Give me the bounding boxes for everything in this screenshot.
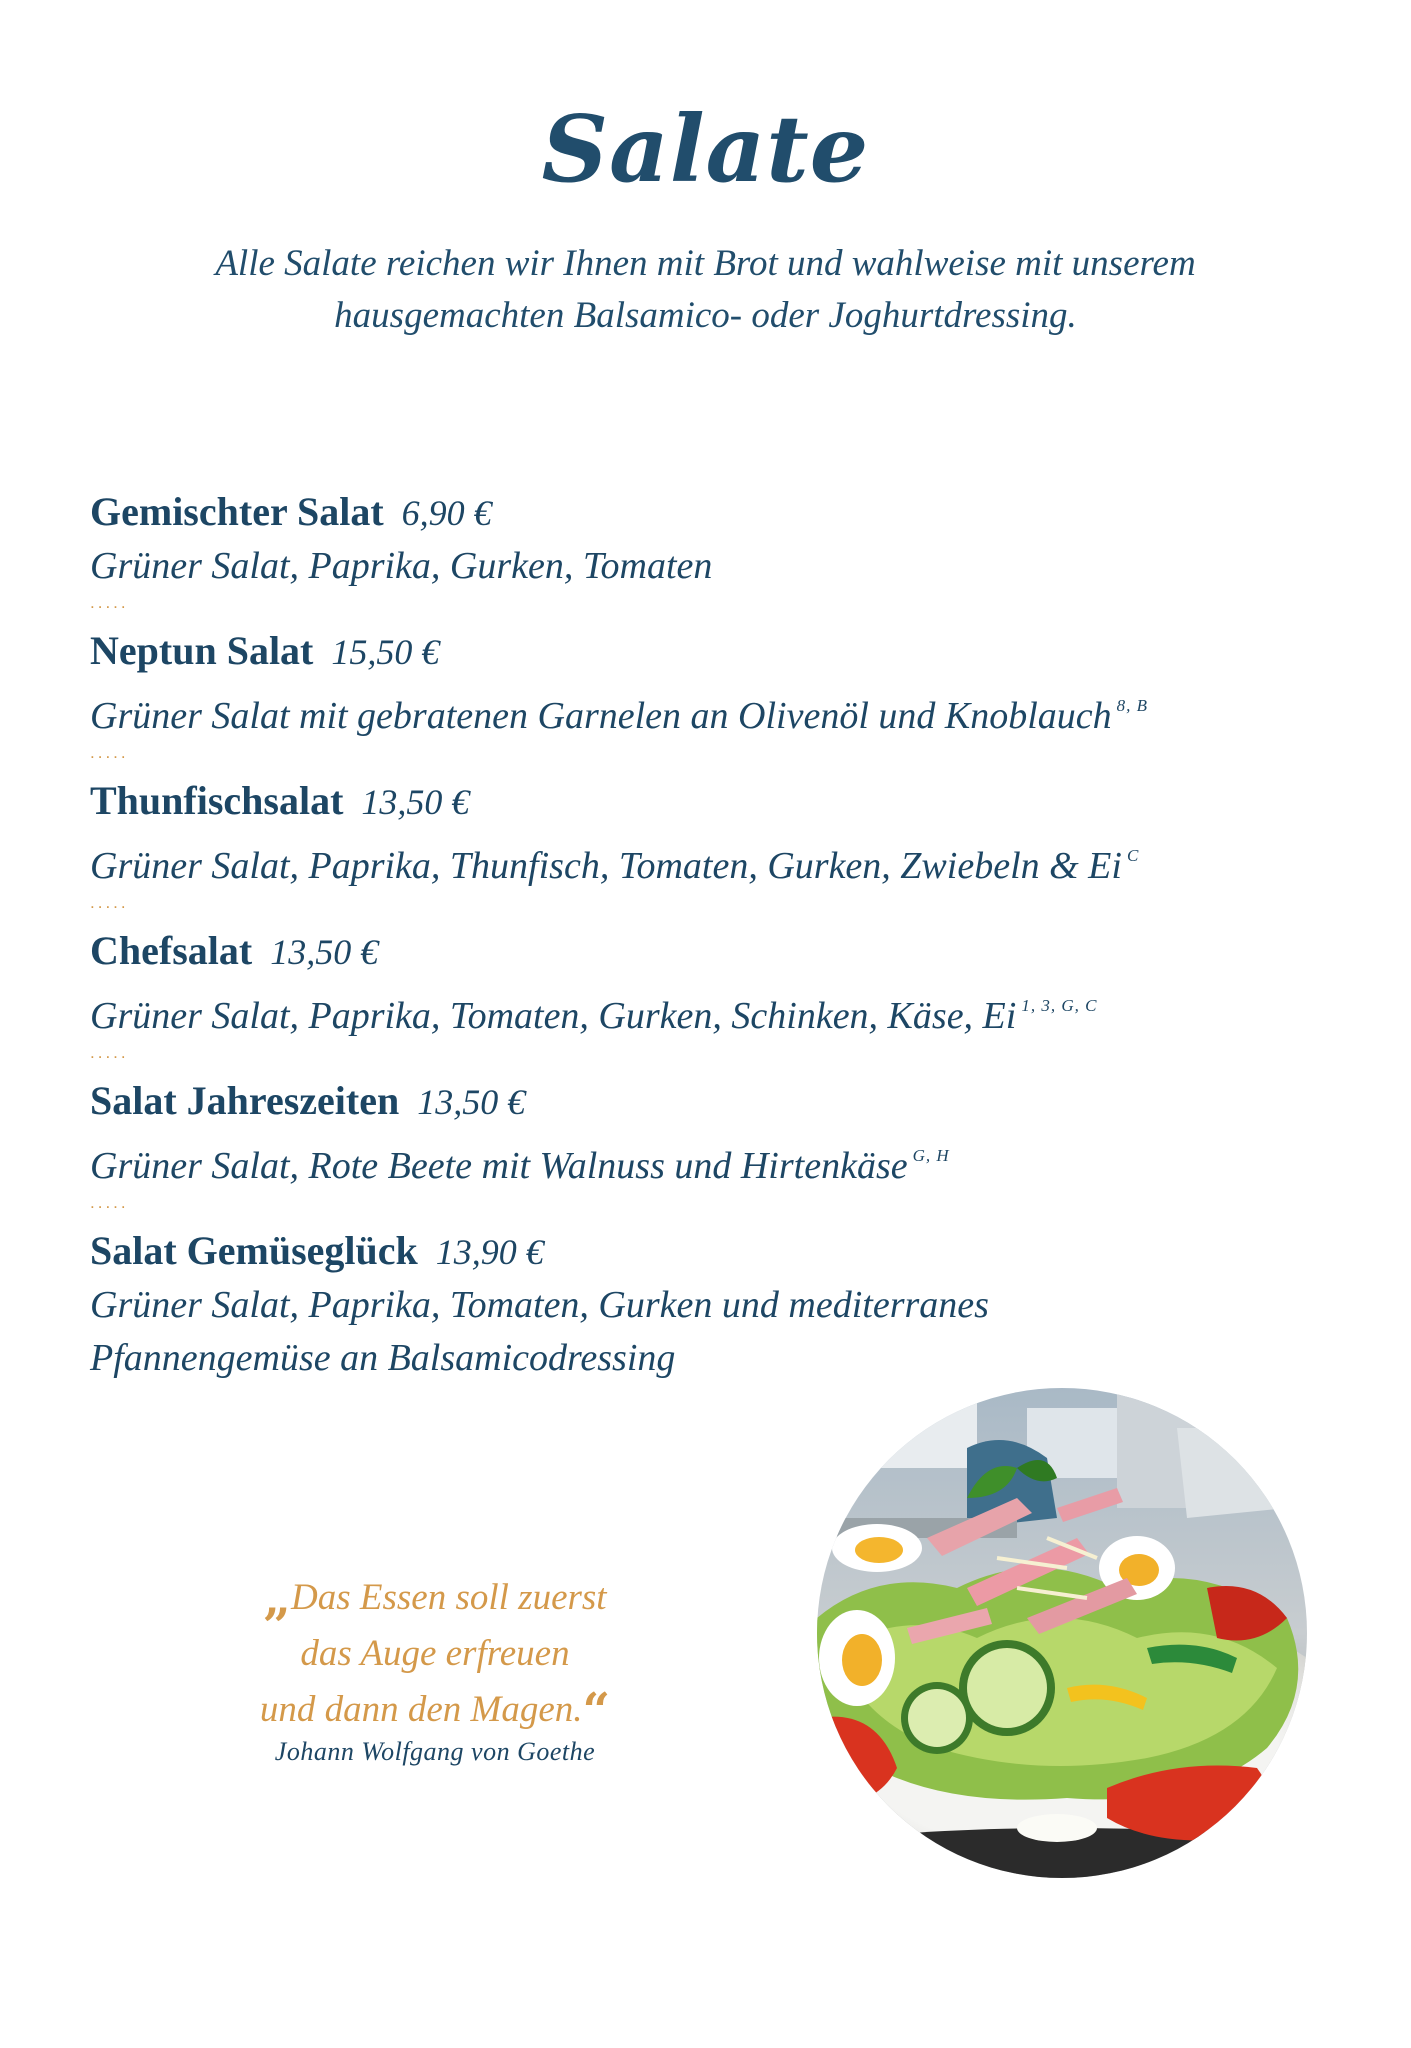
menu-item	[90, 623, 1290, 743]
intro-line-1: Alle Salate reichen wir Ihnen mit Brot und wahlweise mit unserem	[215, 243, 1196, 284]
salad-photo	[817, 1388, 1307, 1878]
salad-menu	[90, 484, 1290, 1385]
item-description: Grüner Salat, Rote Beete mit Walnuss und Hirtenkäse $^{G, H}$	[90, 1145, 950, 1187]
dotted-divider: .....	[90, 893, 129, 912]
quote-line-1: Das Essen soll zuerst	[291, 1577, 607, 1618]
menu-item	[90, 484, 1290, 593]
item-price: 13,90 €	[435, 1232, 544, 1272]
page-title: Salate	[541, 95, 870, 203]
menu-item	[90, 1073, 1290, 1193]
allergen-codes: 8, B	[1116, 696, 1149, 715]
dotted-divider: .....	[90, 593, 129, 612]
intro-text	[120, 238, 1291, 342]
dotted-divider: .....	[90, 743, 129, 762]
item-name: Neptun Salat	[90, 628, 314, 673]
item-name: Salat Gemüseglück	[90, 1228, 418, 1273]
item-description: Grüner Salat, Paprika, Tomaten, Gurken, Schinken, Käse, Ei $^{1, 3, G, C}$	[90, 995, 1098, 1037]
close-quote-mark: “	[582, 1683, 611, 1739]
quote-author: Johann Wolfgang von Goethe	[274, 1737, 596, 1766]
item-price: 13,50 €	[417, 1082, 526, 1122]
item-name: Thunfischsalat	[90, 778, 344, 823]
quote-line-2: das Auge erfreuen	[300, 1633, 570, 1674]
item-name: Salat Jahreszeiten	[90, 1078, 400, 1123]
allergen-codes: C	[1126, 846, 1140, 865]
item-description: Grüner Salat, Paprika, Thunfisch, Tomaten, Gurken, Zwiebeln & Ei $^C$	[90, 845, 1140, 887]
item-name: Chefsalat	[90, 928, 253, 973]
open-quote-mark: „	[263, 1571, 292, 1627]
quote-line-3: und dann den Magen.	[259, 1689, 583, 1730]
item-description: Grüner Salat, Paprika, Gurken, Tomaten	[90, 545, 713, 587]
dotted-divider: .....	[90, 1193, 129, 1212]
intro-line-2: hausgemachten Balsamico- oder Joghurtdressing.	[334, 295, 1077, 336]
menu-item	[90, 923, 1290, 1043]
goethe-quote	[220, 1570, 650, 1738]
item-name: Gemischter Salat	[90, 489, 384, 534]
menu-item	[90, 1223, 1290, 1385]
dotted-divider: .....	[90, 1043, 129, 1062]
item-description: Grüner Salat mit gebratenen Garnelen an Olivenöl und Knoblauch $^{8, B}$	[90, 695, 1149, 737]
item-price: 13,50 €	[270, 932, 379, 972]
allergen-codes: 1, 3, G, C	[1021, 996, 1098, 1015]
item-price: 15,50 €	[331, 632, 440, 672]
item-description: Grüner Salat, Paprika, Tomaten, Gurken und mediterranes Pfannengemüse an Balsamicodressing	[90, 1284, 989, 1379]
allergen-codes: G, H	[912, 1146, 950, 1165]
item-price: 6,90 €	[401, 493, 492, 533]
item-price: 13,50 €	[361, 782, 470, 822]
menu-item	[90, 773, 1290, 893]
